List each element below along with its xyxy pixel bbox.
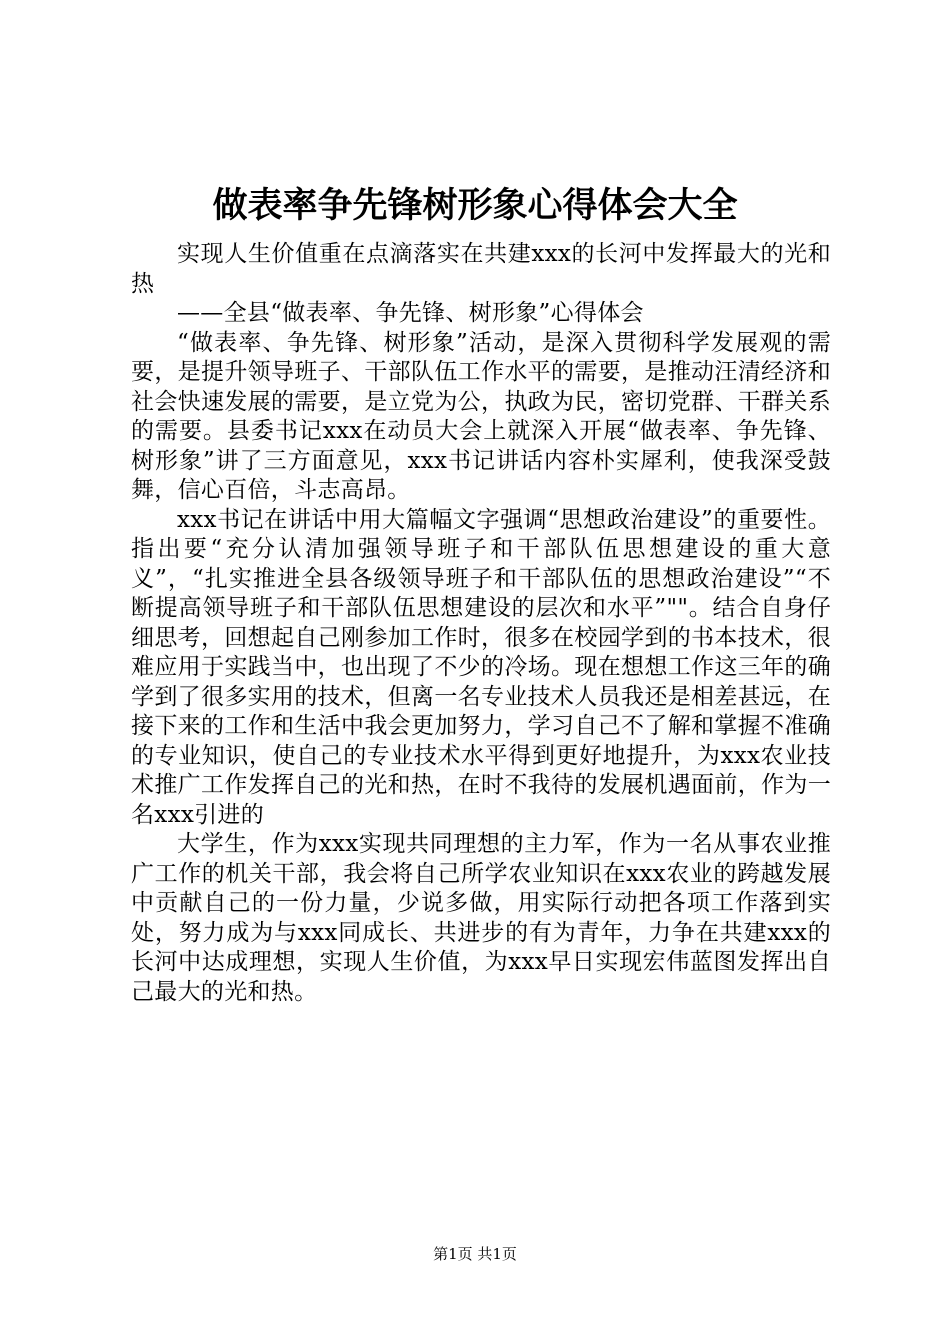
document-body	[131, 240, 831, 1007]
body-paragraph: “做表率、争先锋、树形象”活动，是深入贯彻科学发展观的需要，是提升领导班子、干部队伍工作水平的需要，是推动汪清经济和社会快速发展的需要，是立党为公，执政为民，密切党群、干群关系的需要。县委书记xxx在动员大会上就深入开展“做表率、争先锋、树形象”讲了三方面意见，xxx书记讲话内容朴实犀利，使我深受鼓舞，信心百倍，斗志高昂。	[131, 329, 831, 503]
body-paragraph: xxx书记在讲话中用大篇幅文字强调“思想政治建设”的重要性。指出要“充分认清加强领导班子和干部队伍思想建设的重大意义”，“扎实推进全县各级领导班子和干部队伍的思想政治建设”“不断提高领导班子和干部队伍思想建设的层次和水平”""。结合自身仔细思考，回想起自己刚参加工作时，很多在校园学到的书本技术，很难应用于实践当中，也出现了不少的冷场。现在想想工作这三年的确学到了很多实用的技术，但离一名专业技术人员我还是相差甚远，在接下来的工作和生活中我会更加努力，学习自己不了解和掌握不准确的专业知识，使自己的专业技术水平得到更好地提升，为xxx农业技术推广工作发挥自己的光和热，在时不我待的发展机遇面前，作为一名xxx引进的	[131, 506, 831, 828]
page-number: 第1页 共1页	[433, 1245, 517, 1263]
body-paragraph: 大学生，作为xxx实现共同理想的主力军，作为一名从事农业推广工作的机关干部，我会将自己所学农业知识在xxx农业的跨越发展中贡献自己的一份力量，少说多做，用实际行动把各项工作落到实处，努力成为与xxx同成长、共进步的有为青年，力争在共建xxx的长河中达成理想，实现人生价值，为xxx早日实现宏伟蓝图发挥出自己最大的光和热。	[131, 831, 831, 1005]
intro-paragraph: 实现人生价值重在点滴落实在共建xxx的长河中发挥最大的光和热	[131, 241, 831, 297]
subtitle-line: ——全县“做表率、争先锋、树形象”心得体会	[177, 300, 644, 326]
document-title: 做表率争先锋树形象心得体会大全	[212, 185, 738, 226]
